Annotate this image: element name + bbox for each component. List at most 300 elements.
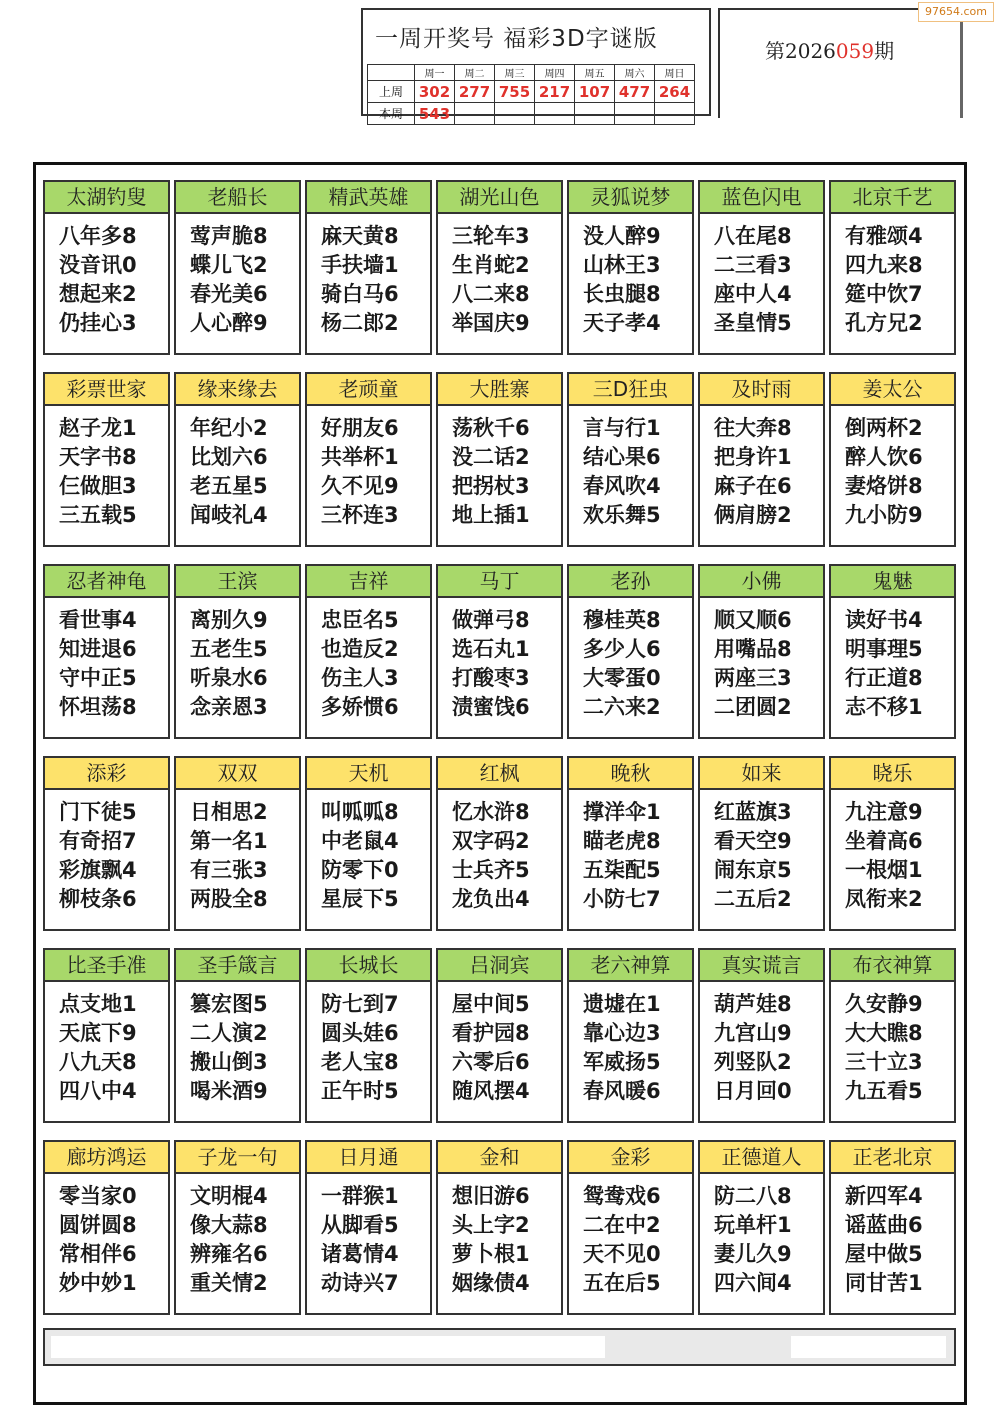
riddle-author: 精武英雄: [307, 182, 430, 214]
riddle-author: 正德道人: [700, 1142, 823, 1174]
riddle-clue: 诸葛情4: [321, 1242, 399, 1266]
weekday-label: 周二: [455, 65, 495, 81]
riddle-author: 缘来缘去: [176, 374, 299, 406]
footer-blank-left: [51, 1336, 605, 1358]
riddle-clue: 正午时5: [321, 1079, 399, 1103]
riddle-author: 金和: [438, 1142, 561, 1174]
riddle-clue: 圣皇情5: [714, 311, 792, 335]
riddle-clue: 谣蓝曲6: [845, 1213, 923, 1237]
riddle-clue: 五在后5: [583, 1271, 661, 1295]
riddle-clue: 倒两杯2: [845, 416, 923, 440]
riddle-lines: [176, 406, 299, 545]
riddle-clue: 多娇惯6: [321, 695, 399, 719]
riddle-clue: 二六来2: [583, 695, 661, 719]
draw-number: 264: [655, 81, 695, 103]
riddle-clue: 遗墟在1: [583, 992, 661, 1016]
riddle-card: [436, 948, 563, 1123]
riddle-card: [436, 180, 563, 355]
riddle-clue: 选石丸1: [452, 637, 530, 661]
riddle-lines: [569, 982, 692, 1121]
riddle-clue: 筵中饮7: [845, 282, 923, 306]
riddle-lines: [438, 790, 561, 929]
riddle-clue: 靠心边3: [583, 1021, 661, 1045]
weekday-header-row: [368, 65, 695, 81]
riddle-clue: 二三看3: [714, 253, 792, 277]
riddle-clue: 天子孝4: [583, 311, 661, 335]
riddle-clue: 葫芦娃8: [714, 992, 792, 1016]
draw-number: [495, 103, 535, 125]
riddle-card: [829, 948, 956, 1123]
riddle-card: [174, 180, 301, 355]
riddle-clue: 两股全8: [190, 887, 268, 911]
riddle-clue: 姻缘债4: [452, 1271, 530, 1295]
riddle-clue: 天不见0: [583, 1242, 661, 1266]
riddle-author: 姜太公: [831, 374, 954, 406]
riddle-lines: [438, 598, 561, 737]
riddle-lines: [831, 598, 954, 737]
riddle-author: 王滨: [176, 566, 299, 598]
riddle-clue: 年纪小2: [190, 416, 268, 440]
riddle-lines: [569, 790, 692, 929]
this-week-row: [368, 103, 695, 125]
riddle-card: [829, 756, 956, 931]
riddle-card: [436, 756, 563, 931]
corner-cell: [368, 65, 415, 81]
riddle-author: 正老北京: [831, 1142, 954, 1174]
site-watermark: 97654.com: [918, 2, 994, 22]
riddle-clue: 往大奔8: [714, 416, 792, 440]
riddle-clue: 四九来8: [845, 253, 923, 277]
draw-number: [615, 103, 655, 125]
riddle-card: [43, 564, 170, 739]
riddle-clue: 麻子在6: [714, 474, 792, 498]
riddle-clue: 搬山倒3: [190, 1050, 268, 1074]
riddle-clue: 鸳鸯戏6: [583, 1184, 661, 1208]
riddle-clue: 日月回0: [714, 1079, 792, 1103]
riddle-card: [305, 180, 432, 355]
riddle-lines: [307, 598, 430, 737]
riddle-lines: [569, 214, 692, 353]
riddle-card: [567, 756, 694, 931]
riddle-clue: 龙负出4: [452, 887, 530, 911]
riddle-clue: 天底下9: [59, 1021, 137, 1045]
last-week-label: 上周: [368, 81, 415, 103]
riddle-clue: 春光美6: [190, 282, 268, 306]
riddle-clue: 防二八8: [714, 1184, 792, 1208]
riddle-author: 长城长: [307, 950, 430, 982]
issue-panel: [718, 8, 963, 118]
riddle-clue: 重关情2: [190, 1271, 268, 1295]
riddle-clue: 好朋友6: [321, 416, 399, 440]
draw-number: 543: [415, 103, 455, 125]
riddle-author: 晚秋: [569, 758, 692, 790]
riddle-clue: 春风吹4: [583, 474, 661, 498]
riddle-clue: 长虫腿8: [583, 282, 661, 306]
riddle-clue: 八二来8: [452, 282, 530, 306]
issue-number: [765, 35, 894, 64]
riddle-clue: 同甘苦1: [845, 1271, 923, 1295]
riddle-clue: 有雅颂4: [845, 224, 923, 248]
riddle-clue: 知进退6: [59, 637, 137, 661]
riddle-lines: [45, 982, 168, 1121]
riddle-clue: 屋中间5: [452, 992, 530, 1016]
last-week-row: [368, 81, 695, 103]
riddle-card: [436, 1140, 563, 1315]
riddle-clue: 玩单杆1: [714, 1213, 792, 1237]
riddle-clue: 文明棍4: [190, 1184, 268, 1208]
draw-number: [455, 103, 495, 125]
riddle-lines: [700, 790, 823, 929]
weekday-label: 周三: [495, 65, 535, 81]
riddle-author: 忍者神龟: [45, 566, 168, 598]
riddle-card: [43, 1140, 170, 1315]
riddle-clue: 圆饼圆8: [59, 1213, 137, 1237]
riddle-clue: 听泉水6: [190, 666, 268, 690]
riddle-clue: 中老鼠4: [321, 829, 399, 853]
riddle-clue: 闹东京5: [714, 858, 792, 882]
riddle-lines: [176, 982, 299, 1121]
riddle-author: 鬼魅: [831, 566, 954, 598]
riddle-clue: 仍挂心3: [59, 311, 137, 335]
weekday-label: 周六: [615, 65, 655, 81]
riddle-grid: [43, 180, 956, 1315]
riddle-card: [698, 564, 825, 739]
riddle-clue: 日相思2: [190, 800, 268, 824]
riddle-clue: 没二话2: [452, 445, 530, 469]
riddle-clue: 五柒配5: [583, 858, 661, 882]
riddle-clue: 赵子龙1: [59, 416, 137, 440]
riddle-lines: [45, 214, 168, 353]
riddle-author: 廊坊鸿运: [45, 1142, 168, 1174]
riddle-author: 蓝色闪电: [700, 182, 823, 214]
riddle-clue: 防七到7: [321, 992, 399, 1016]
riddle-card: [174, 564, 301, 739]
riddle-card: [43, 948, 170, 1123]
riddle-author: 金彩: [569, 1142, 692, 1174]
riddle-author: 老顽童: [307, 374, 430, 406]
draw-number: [655, 103, 695, 125]
riddle-clue: 头上字2: [452, 1213, 530, 1237]
riddle-clue: 八年多8: [59, 224, 137, 248]
riddle-clue: 怀坦荡8: [59, 695, 137, 719]
riddle-card: [174, 1140, 301, 1315]
riddle-clue: 举国庆9: [452, 311, 530, 335]
riddle-lines: [307, 1174, 430, 1313]
riddle-card: [43, 756, 170, 931]
riddle-clue: 离别久9: [190, 608, 268, 632]
riddle-lines: [831, 790, 954, 929]
riddle-clue: 大大瞧8: [845, 1021, 923, 1045]
riddle-card: [829, 564, 956, 739]
riddle-clue: 零当家0: [59, 1184, 137, 1208]
riddle-clue: 四八中4: [59, 1079, 137, 1103]
weekday-label: 周一: [415, 65, 455, 81]
riddle-clue: 山林王3: [583, 253, 661, 277]
riddle-clue: 伤主人3: [321, 666, 399, 690]
riddle-clue: 新四军4: [845, 1184, 923, 1208]
draw-number: [535, 103, 575, 125]
riddle-clue: 人心醉9: [190, 311, 268, 335]
riddle-clue: 言与行1: [583, 416, 661, 440]
riddle-clue: 六零后6: [452, 1050, 530, 1074]
riddle-author: 红枫: [438, 758, 561, 790]
riddle-clue: 二五后2: [714, 887, 792, 911]
riddle-card: [567, 564, 694, 739]
footer-blank-right: [791, 1336, 946, 1358]
riddle-clue: 地上插1: [452, 503, 530, 527]
draw-number: 277: [455, 81, 495, 103]
riddle-clue: 杨二郎2: [321, 311, 399, 335]
riddle-clue: 没人醉9: [583, 224, 661, 248]
riddle-card: [305, 1140, 432, 1315]
riddle-clue: 二在中2: [583, 1213, 661, 1237]
riddle-clue: 醉人饮6: [845, 445, 923, 469]
riddle-clue: 忠臣名5: [321, 608, 399, 632]
riddle-clue: 九宫山9: [714, 1021, 792, 1045]
draw-number: 477: [615, 81, 655, 103]
riddle-clue: 闻岐礼4: [190, 503, 268, 527]
riddle-clue: 九注意9: [845, 800, 923, 824]
riddle-lines: [307, 982, 430, 1121]
riddle-clue: 麻天黄8: [321, 224, 399, 248]
riddle-clue: 顺又顺6: [714, 608, 792, 632]
weekday-label: 周五: [575, 65, 615, 81]
riddle-lines: [176, 214, 299, 353]
riddle-clue: 从脚看5: [321, 1213, 399, 1237]
riddle-card: [698, 948, 825, 1123]
riddle-author: 三D狂虫: [569, 374, 692, 406]
riddle-clue: 久安静9: [845, 992, 923, 1016]
riddle-card: [698, 372, 825, 547]
riddle-clue: 门下徒5: [59, 800, 137, 824]
riddle-lines: [569, 1174, 692, 1313]
riddle-lines: [176, 790, 299, 929]
draw-number: 302: [415, 81, 455, 103]
riddle-lines: [45, 1174, 168, 1313]
weekly-draw-panel: [361, 8, 711, 123]
riddle-clue: 穆桂英8: [583, 608, 661, 632]
riddle-clue: 看护园8: [452, 1021, 530, 1045]
riddle-clue: 柳枝条6: [59, 887, 137, 911]
riddle-clue: 八在尾8: [714, 224, 792, 248]
riddle-clue: 八九天8: [59, 1050, 137, 1074]
issue-number-value: 059: [835, 39, 875, 63]
riddle-clue: 没音讯0: [59, 253, 137, 277]
riddle-clue: 两座三3: [714, 666, 792, 690]
riddle-author: 双双: [176, 758, 299, 790]
riddle-author: 真实谎言: [700, 950, 823, 982]
riddle-clue: 屋中做5: [845, 1242, 923, 1266]
riddle-clue: 有奇招7: [59, 829, 137, 853]
riddle-author: 子龙一句: [176, 1142, 299, 1174]
riddle-clue: 仨做胆3: [59, 474, 137, 498]
riddle-clue: 生肖蛇2: [452, 253, 530, 277]
riddle-clue: 妻儿久9: [714, 1242, 792, 1266]
riddle-clue: 列竖队2: [714, 1050, 792, 1074]
riddle-clue: 凤衔来2: [845, 887, 923, 911]
riddle-clue: 荡秋千6: [452, 416, 530, 440]
riddle-clue: 共举杯1: [321, 445, 399, 469]
riddle-author: 比圣手准: [45, 950, 168, 982]
riddle-card: [174, 756, 301, 931]
riddle-clue: 忆水浒8: [452, 800, 530, 824]
riddle-lines: [307, 406, 430, 545]
footer-bar: [43, 1328, 956, 1366]
riddle-card: [43, 180, 170, 355]
riddle-card: [567, 1140, 694, 1315]
riddle-lines: [45, 406, 168, 545]
draw-number: [575, 103, 615, 125]
riddle-clue: 九小防9: [845, 503, 923, 527]
riddle-clue: 二团圆2: [714, 695, 792, 719]
riddle-author: 老船长: [176, 182, 299, 214]
riddle-clue: 蝶儿飞2: [190, 253, 268, 277]
riddle-card: [174, 372, 301, 547]
riddle-clue: 随风摆4: [452, 1079, 530, 1103]
riddle-clue: 做弹弓8: [452, 608, 530, 632]
riddle-author: 添彩: [45, 758, 168, 790]
riddle-clue: 多少人6: [583, 637, 661, 661]
riddle-clue: 结心果6: [583, 445, 661, 469]
riddle-lines: [569, 598, 692, 737]
riddle-clue: 防零下0: [321, 858, 399, 882]
riddle-clue: 妙中妙1: [59, 1271, 137, 1295]
issue-suffix: 期: [874, 39, 895, 63]
riddle-card: [698, 756, 825, 931]
riddle-lines: [569, 406, 692, 545]
riddle-clue: 明事理5: [845, 637, 923, 661]
riddle-clue: 军威扬5: [583, 1050, 661, 1074]
draw-number: 217: [535, 81, 575, 103]
riddle-lines: [700, 598, 823, 737]
riddle-clue: 莺声脆8: [190, 224, 268, 248]
weekday-label: 周四: [535, 65, 575, 81]
riddle-author: 老孙: [569, 566, 692, 598]
riddle-clue: 九五看5: [845, 1079, 923, 1103]
riddle-clue: 看世事4: [59, 608, 137, 632]
riddle-clue: 小防七7: [583, 887, 661, 911]
riddle-clue: 五老生5: [190, 637, 268, 661]
riddle-card: [305, 372, 432, 547]
riddle-author: 天机: [307, 758, 430, 790]
riddle-lines: [831, 214, 954, 353]
riddle-lines: [45, 598, 168, 737]
riddle-author: 老六神算: [569, 950, 692, 982]
riddle-lines: [700, 406, 823, 545]
riddle-lines: [176, 598, 299, 737]
riddle-clue: 志不移1: [845, 695, 923, 719]
riddle-clue: 常相伴6: [59, 1242, 137, 1266]
riddle-author: 小佛: [700, 566, 823, 598]
riddle-clue: 点支地1: [59, 992, 137, 1016]
riddle-clue: 妻烙饼8: [845, 474, 923, 498]
riddle-clue: 彩旗飘4: [59, 858, 137, 882]
riddle-clue: 士兵齐5: [452, 858, 530, 882]
riddle-lines: [700, 982, 823, 1121]
riddle-clue: 老五星5: [190, 474, 268, 498]
riddle-clue: 三轮车3: [452, 224, 530, 248]
riddle-card: [305, 756, 432, 931]
riddle-clue: 有三张3: [190, 858, 268, 882]
riddle-clue: 坐着高6: [845, 829, 923, 853]
riddle-clue: 孔方兄2: [845, 311, 923, 335]
riddle-clue: 用嘴品8: [714, 637, 792, 661]
riddle-lines: [700, 1174, 823, 1313]
riddle-lines: [45, 790, 168, 929]
riddle-clue: 念亲恩3: [190, 695, 268, 719]
riddle-clue: 也造反2: [321, 637, 399, 661]
riddle-clue: 一根烟1: [845, 858, 923, 882]
riddle-clue: 一群猴1: [321, 1184, 399, 1208]
riddle-author: 灵狐说梦: [569, 182, 692, 214]
riddle-lines: [831, 1174, 954, 1313]
riddle-clue: 骑白马6: [321, 282, 399, 306]
riddle-lines: [831, 406, 954, 545]
riddle-author: 圣手箴言: [176, 950, 299, 982]
riddle-clue: 三五载5: [59, 503, 137, 527]
riddle-clue: 红蓝旗3: [714, 800, 792, 824]
riddle-clue: 二人演2: [190, 1021, 268, 1045]
riddle-clue: 三杯连3: [321, 503, 399, 527]
riddle-clue: 双字码2: [452, 829, 530, 853]
draw-number: 107: [575, 81, 615, 103]
riddle-clue: 春风暖6: [583, 1079, 661, 1103]
riddle-card: [829, 372, 956, 547]
riddle-lines: [438, 982, 561, 1121]
riddle-clue: 想起来2: [59, 282, 137, 306]
riddle-lines: [307, 790, 430, 929]
riddle-author: 如来: [700, 758, 823, 790]
riddle-clue: 辨雍名6: [190, 1242, 268, 1266]
riddle-author: 大胜寨: [438, 374, 561, 406]
riddle-card: [567, 372, 694, 547]
riddle-lines: [176, 1174, 299, 1313]
riddle-card: [829, 180, 956, 355]
riddle-author: 吉祥: [307, 566, 430, 598]
riddle-clue: 第一名1: [190, 829, 268, 853]
riddle-clue: 想旧游6: [452, 1184, 530, 1208]
riddle-clue: 看天空9: [714, 829, 792, 853]
riddle-clue: 欢乐舞5: [583, 503, 661, 527]
riddle-lines: [700, 214, 823, 353]
riddle-clue: 撑洋伞1: [583, 800, 661, 824]
riddle-lines: [438, 214, 561, 353]
riddle-clue: 像大蒜8: [190, 1213, 268, 1237]
riddle-clue: 手扶墙1: [321, 253, 399, 277]
riddle-clue: 萝卜根1: [452, 1242, 530, 1266]
riddle-clue: 守中正5: [59, 666, 137, 690]
riddle-card: [829, 1140, 956, 1315]
riddle-author: 太湖钓叟: [45, 182, 168, 214]
riddle-author: 湖光山色: [438, 182, 561, 214]
riddle-card: [43, 372, 170, 547]
riddle-card: [305, 564, 432, 739]
riddle-author: 布衣神算: [831, 950, 954, 982]
riddle-author: 北京千艺: [831, 182, 954, 214]
riddle-clue: 座中人4: [714, 282, 792, 306]
riddle-card: [698, 180, 825, 355]
riddle-clue: 读好书4: [845, 608, 923, 632]
weekday-label: 周日: [655, 65, 695, 81]
riddle-clue: 渍蜜饯6: [452, 695, 530, 719]
riddle-clue: 行正道8: [845, 666, 923, 690]
riddle-clue: 天字书8: [59, 445, 137, 469]
riddle-author: 晓乐: [831, 758, 954, 790]
riddle-lines: [831, 982, 954, 1121]
riddle-lines: [438, 1174, 561, 1313]
issue-prefix: 第2026: [765, 39, 836, 63]
riddle-clue: 星辰下5: [321, 887, 399, 911]
